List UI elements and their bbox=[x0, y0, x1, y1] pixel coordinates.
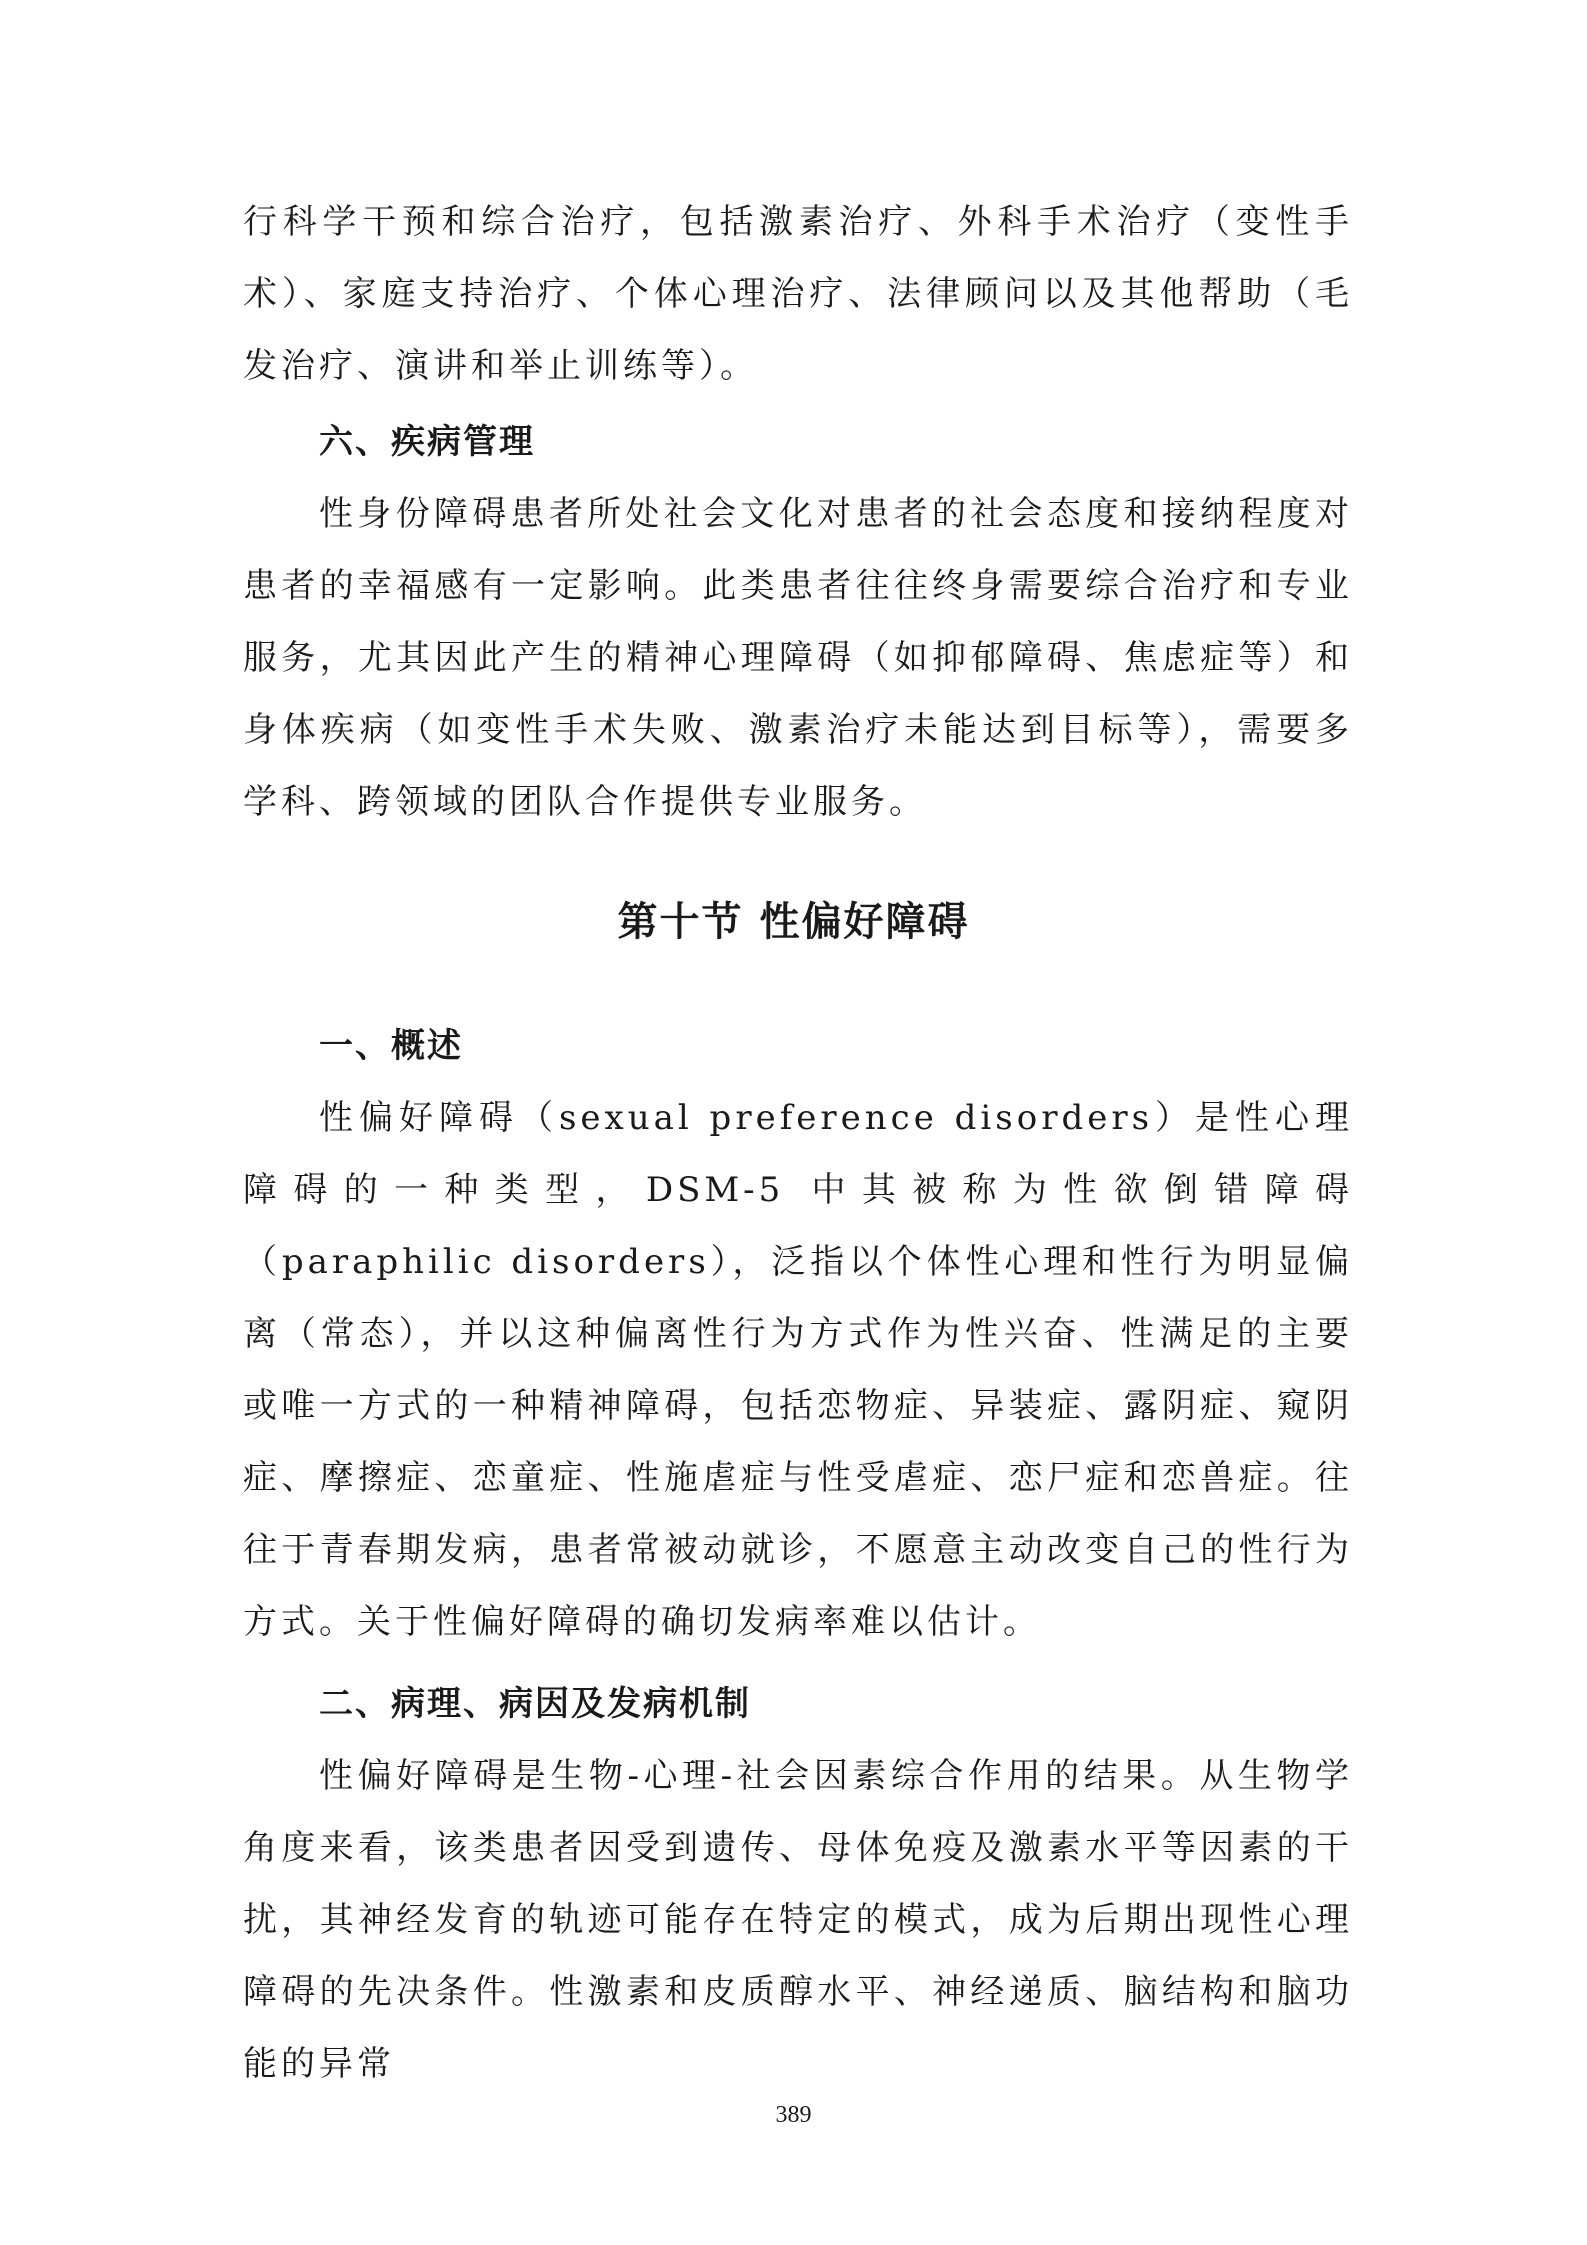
heading-disease-management: 六、疾病管理 bbox=[319, 422, 535, 462]
page-number: 389 bbox=[775, 2102, 812, 2128]
paragraph-continued: 行科学干预和综合治疗，包括激素治疗、外科手术治疗（变性手术）、家庭支持治疗、个体心理治疗、法律顾问以及其他帮助（毛发治疗、演讲和举止训练等）。 bbox=[243, 202, 1353, 386]
section-title: 第十节 性偏好障碍 bbox=[617, 899, 970, 945]
heading-pathology: 二、病理、病因及发病机制 bbox=[319, 1684, 751, 1724]
heading-overview: 一、概述 bbox=[319, 1026, 463, 1066]
paragraph-pathology: 性偏好障碍是生物-心理-社会因素综合作用的结果。从生物学角度来看，该类患者因受到遗传、母体免疫及激素水平等因素的干扰，其神经发育的轨迹可能存在特定的模式，成为后期出现性心理障碍的先决条件。性激素和皮质醇水平、神经递质、脑结构和脑功能的异常 bbox=[243, 1756, 1353, 2084]
paragraph-overview: 性偏好障碍（sexual preference disorders）是性心理障碍的一种类型，DSM-5 中其被称为性欲倒错障碍（paraphilic disorders），泛指以个体性心理和性行为明显偏离（常态），并以这种偏离性行为方式作为性兴奋、性满足的主要或唯一方式的一种精神障碍，包括恋物症、异装症、露阴症、窥阴症、摩擦症、恋童症、性施虐症与性受虐症、恋尸症和恋兽症。往往于青春期发病，患者常被动就诊，不愿意主动改变自己的性行为方式。关于性偏好障碍的确切发病率难以估计。 bbox=[243, 1098, 1353, 1642]
paragraph-disease-management: 性身份障碍患者所处社会文化对患者的社会态度和接纳程度对患者的幸福感有一定影响。此类患者往往终身需要综合治疗和专业服务，尤其因此产生的精神心理障碍（如抑郁障碍、焦虑症等）和身体疾病（如变性手术失败、激素治疗未能达到目标等），需要多学科、跨领域的团队合作提供专业服务。 bbox=[243, 494, 1353, 822]
